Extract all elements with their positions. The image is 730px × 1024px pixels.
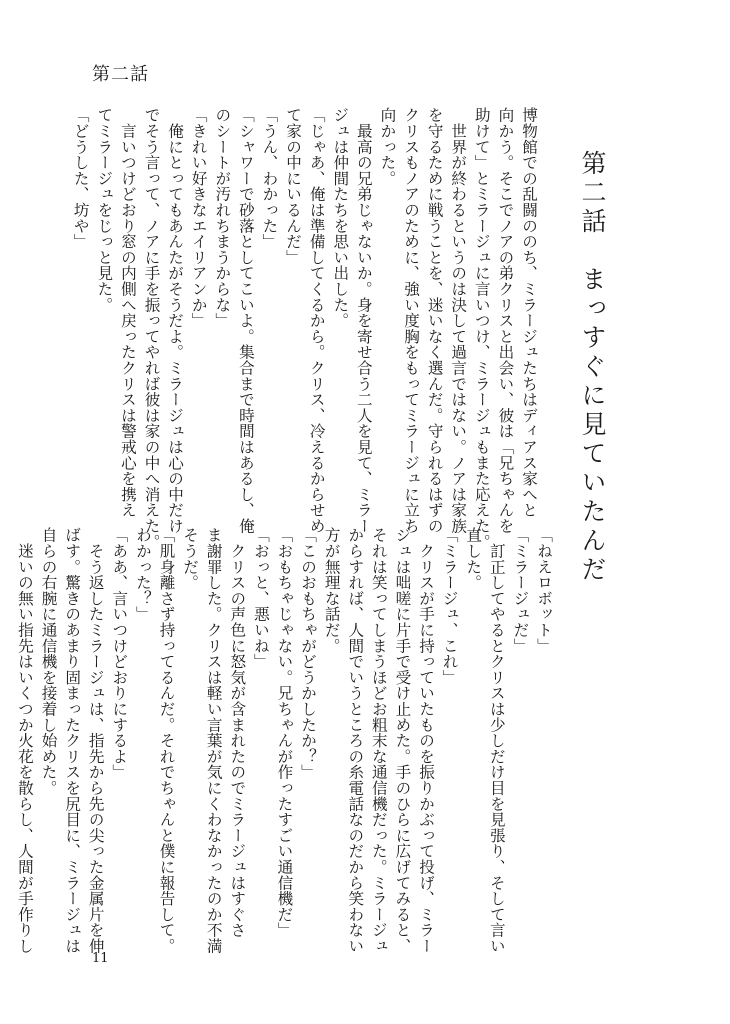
text-line: でそう言って、ノアに手を振ってやれば彼は家の中へ消えた。: [142, 107, 161, 550]
text-line: ジュは咄嗟に片手で受け止めた。手のひらに広げてみると、: [393, 527, 412, 954]
text-line: 「きれい好きなエイリアンか」: [189, 107, 208, 329]
text-line: 向かった。: [378, 107, 397, 186]
text-line: のシートが汚れちまうからな」: [213, 107, 232, 329]
text-line: 「おもちゃじゃない。兄ちゃんが作ったすごい通信機だ」: [275, 527, 294, 938]
text-line: 「シャワーで砂落としてこいよ。集合まで時間はあるし、俺: [236, 107, 255, 534]
text-line: 「肌身離さず持ってるんだ。それでちゃんと僕に報告して。: [157, 527, 176, 954]
text-line: 「ああ、言いつけどおりにするよ」: [110, 527, 129, 780]
text-line: 最高の兄弟じゃないか。身を寄せ合う二人を見て、ミラー: [354, 107, 373, 534]
text-line: 向かう。そこでノアの弟クリスと出会い、彼は「兄ちゃんを: [496, 107, 515, 534]
text-line: 直した。: [464, 527, 483, 591]
text-line: ばす。驚きのあまり固まったクリスを尻目に、ミラージュは: [63, 527, 82, 954]
body-text-lower: [15, 527, 555, 954]
text-line: クリスが手に持っていたものを振りかぶって投げ、ミラー: [417, 527, 436, 954]
chapter-title: 第二話 まっすぐに見ていたんだ: [578, 150, 607, 585]
text-line: 助けて」とミラージュに言いつけ、ミラージュもまた応えた。: [472, 107, 491, 550]
text-line: 方が無理な話だ。: [322, 527, 341, 654]
text-line: 「ミラージュだ」: [511, 527, 530, 654]
text-line: 「このおもちゃがどうかしたか？」: [299, 527, 318, 780]
text-line: 博物館での乱闘ののち、ミラージュたちはディアス家へと: [520, 107, 538, 518]
text-line: 「おっと、悪いね」: [251, 527, 270, 670]
text-line: て家の中にいるんだ」: [284, 107, 303, 265]
text-line: 訂正してやるとクリスは少しだけ目を見張り、そして言い: [487, 527, 506, 954]
text-line: そう返したミラージュは、指先から先の尖った金属片を伸: [86, 527, 105, 954]
text-line: 「うん、わかった」: [260, 107, 279, 250]
text-line: 自らの右腕に通信機を接着し始めた。: [39, 527, 58, 796]
text-line: 俺にとってもあんたがそうだよ。ミラージュは心の中だけ: [166, 107, 185, 534]
text-line: 世界が終わるというのは決して過言ではない。ノアは家族: [449, 107, 468, 534]
running-header: 第二話: [92, 64, 149, 85]
text-line: 「ねえロボット」: [535, 527, 553, 654]
text-line: からすれば、人間でいうところの糸電話なのだから笑わない: [346, 527, 365, 954]
text-line: ジュは仲間たちを思い出した。: [331, 107, 350, 329]
text-line: わかった？」: [133, 527, 152, 622]
text-line: 言いつけどおり窓の内側へ戻ったクリスは警戒心を携え: [118, 107, 137, 518]
text-line: 「どうした、坊や」: [71, 107, 90, 250]
text-line: 迷いの無い指先はいくつか火花を散らし、人間が手作りし: [15, 527, 34, 954]
text-line: クリスもノアのために、強い度胸をもってミラージュに立ち: [402, 107, 421, 534]
text-line: てミラージュをじっと見た。: [95, 107, 114, 313]
text-line: そうだ。: [181, 527, 200, 591]
text-line: を守るために戦うことを、迷いなく選んだ。守られるはずの: [425, 107, 444, 534]
body-text-upper: [71, 107, 540, 550]
text-line: クリスの声色に怒気が含まれたのでミラージュはすぐさ: [228, 527, 247, 938]
text-line: 「ミラージュ、これ」: [440, 527, 459, 685]
text-line: それは笑ってしまうほどお粗末な通信機だった。ミラージュ: [369, 527, 388, 954]
text-line: 「じゃあ、俺は準備してくるから。クリス、冷えるからせめ: [307, 107, 326, 534]
page-number: 11: [92, 951, 109, 966]
text-line: ま謝罪した。クリスは軽い言葉が気にくわなかったのか不満: [204, 527, 223, 954]
